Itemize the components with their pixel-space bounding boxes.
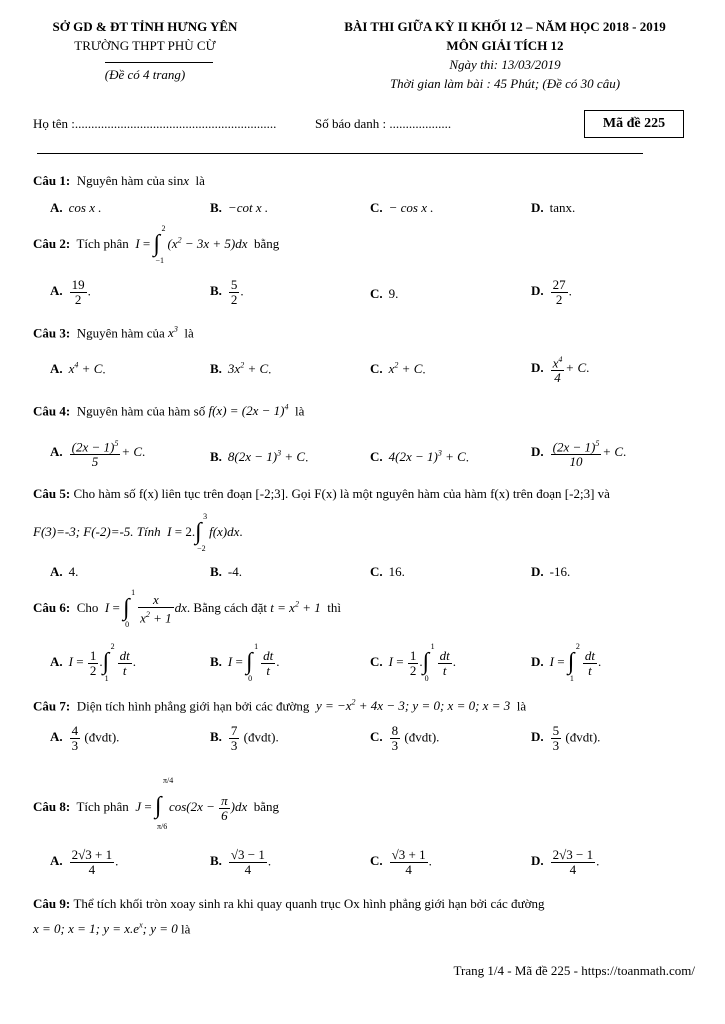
q1-option-a: A. cos x . [50, 200, 102, 215]
question-5-line2: F(3)=-3; F(-2)=-5. Tính I = 2. ∫ 3 −2 f(x)dx. [33, 512, 243, 553]
question-6: Câu 6: Cho I = ∫ 1 0 $\frac{x}{x^2 + 1}$ dx. Bằng cách đặt $t = x^2 + 1$ thì [33, 588, 341, 629]
integral-sign: ∫ 3 −2 [195, 512, 208, 553]
q6-option-d: D. I = ∫ 2 1 $\frac{dt}{t}$ . [531, 642, 602, 683]
q1-option-b: B. −cot x . [210, 200, 269, 215]
q8-option-c: C. $\frac{√3 + 1}{4}$ . [370, 847, 432, 877]
q8-option-d: D. $\frac{2√3 - 1}{4}$ . [531, 847, 600, 877]
question-4: Câu 4: Nguyên hàm của hàm số $f(x) = (2x - 1)^4$ là [33, 403, 305, 419]
question-1: Câu 1: Nguyên hàm của sinx là [33, 173, 205, 188]
q4-option-b: B. $8(2x - 1)^3 + C$. [210, 449, 309, 465]
q5-option-b: B. -4. [210, 564, 243, 579]
question-2: Câu 2: Tích phân I = ∫ 2 −1 $(x^2 - 3x + 5)dx$ bằng [33, 224, 280, 265]
header-divider [105, 62, 213, 63]
integral-sign: ∫ 2 −1 [153, 224, 166, 265]
q5-option-a: A. 4. [50, 564, 79, 579]
question-5: Câu 5: Cho hàm số f(x) liên tục trên đoạn [-2;3]. Gọi F(x) là một nguyên hàm của hàm f(x) trên đoạn [-2;3] và [33, 486, 610, 501]
question-7: Câu 7: Diện tích hình phẳng giới hạn bởi các đường $y = -x^2 + 4x - 3$; y = 0; x = 0; x = 3 là [33, 698, 527, 714]
q4-option-c: C. $4(2x - 1)^3 + C$. [370, 449, 470, 465]
q3-option-d: D. $\frac{x^4}{4}$ + C. [531, 355, 590, 386]
q6-option-a: A. I = $\frac{1}{2}$ . ∫ 2 1 $\frac{dt}{t}$ . [50, 642, 136, 683]
q2-option-d: D. $\frac{27}{2}$ . [531, 277, 572, 307]
integral-sign: ∫ π/4 π/6 [154, 776, 174, 831]
exam-duration: Thời gian làm bài : 45 Phút; (Đề có 30 câu) [389, 76, 621, 91]
candidate-name-field: Họ tên :.............................................................. [33, 116, 277, 131]
q3-option-b: B. $3x^2 + C$. [210, 361, 272, 377]
q3-option-a: A. $x^4 + C$. [50, 361, 106, 377]
q8-option-a: A. $\frac{2√3 + 1}{4}$ . [50, 847, 119, 877]
school-name: TRƯỜNG THPT PHÙ CỪ [74, 38, 216, 53]
q5-option-c: C. 16. [370, 564, 405, 579]
q2-option-c: C. 9. [370, 286, 399, 301]
q6-option-c: C. I = $\frac{1}{2}$ . ∫ 1 0 $\frac{dt}{t}$ . [370, 642, 456, 683]
q2-option-b: B. $\frac{5}{2}$ . [210, 277, 244, 307]
q3-option-c: C. $x^2 + C$. [370, 361, 426, 377]
question-3: Câu 3: Nguyên hàm của $x^3$ là [33, 325, 194, 341]
integral-sign: ∫ 1 0 [123, 588, 136, 629]
q1-option-d: D. tanx. [531, 200, 576, 215]
q1-option-c: C. − cos x . [370, 200, 434, 215]
q8-option-b: B. $\frac{√3 - 1}{4}$ . [210, 847, 272, 877]
question-9: Câu 9: Thể tích khối tròn xoay sinh ra khi quay quanh trục Ox hình phẳng giới hạn bởi các đường [33, 896, 545, 911]
exam-date: Ngày thi: 13/03/2019 [449, 57, 561, 72]
exam-title: BÀI THI GIỮA KỲ II KHỐI 12 – NĂM HỌC 2018 - 2019 [344, 19, 666, 34]
department-name: SỞ GD & ĐT TỈNH HƯNG YÊN [52, 19, 238, 34]
header-rule [37, 153, 643, 154]
q4-option-a: A. $\frac{(2x - 1)^5}{5}$ + C. [50, 439, 146, 470]
q7-option-c: C. $\frac{8}{3}$ (đvdt). [370, 723, 440, 753]
page-footer: Trang 1/4 - Mã đề 225 - https://toanmath.com/ [453, 963, 695, 978]
exam-code-box: Mã đề 225 [584, 110, 684, 138]
q7-option-b: B. $\frac{7}{3}$ (đvdt). [210, 723, 279, 753]
candidate-id-field: Số báo danh : ................... [315, 116, 452, 131]
q6-option-b: B. I = ∫ 1 0 $\frac{dt}{t}$ . [210, 642, 280, 683]
q7-option-a: A. $\frac{4}{3}$ (đvdt). [50, 723, 120, 753]
q7-option-d: D. $\frac{5}{3}$ (đvdt). [531, 723, 601, 753]
q4-option-d: D. $\frac{(2x - 1)^5}{10}$ + C. [531, 439, 627, 470]
q5-option-d: D. -16. [531, 564, 571, 579]
question-9-line2: x = 0; x = 1; $y = x.e^x$; y = 0 là [33, 921, 191, 937]
subject-title: MÔN GIẢI TÍCH 12 [446, 38, 564, 53]
header-left [30, 17, 260, 84]
header-right [305, 17, 705, 93]
page-count-note: (Đề có 4 trang) [104, 67, 186, 82]
q2-option-a: A. $\frac{19}{2}$ . [50, 277, 91, 307]
question-8: Câu 8: Tích phân J = ∫ π/4 π/6 cos(2x − $\frac{\pi}{6}$ )dx bằng [33, 776, 280, 831]
